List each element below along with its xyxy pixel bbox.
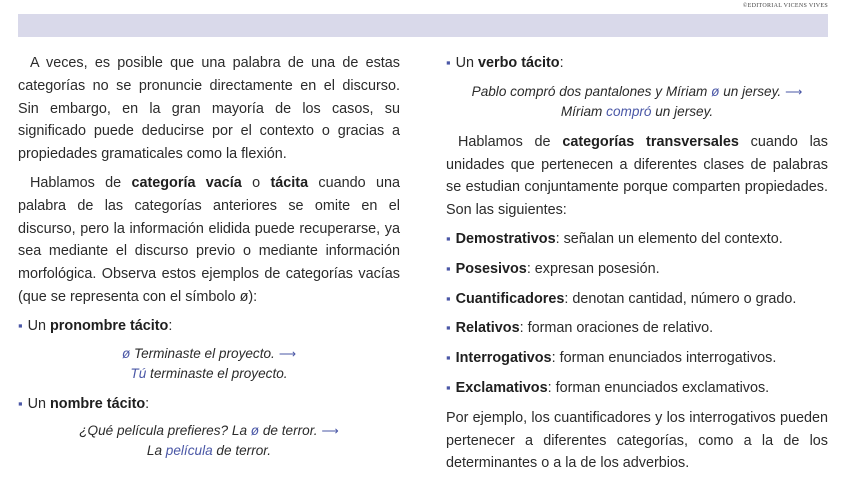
list-item bbox=[446, 288, 828, 311]
list-desc: : forman enunciados interrogativos. bbox=[551, 350, 777, 367]
list-desc: : señalan un elemento del contexto. bbox=[555, 230, 783, 247]
example-line bbox=[446, 82, 828, 102]
paragraph-intro: A veces, es posible que una palabra de una de estas categorías no se pronuncie directamente en el discurso. Sin embargo, en la gran mayoría de los casos, su significado puede deducirse por el contexto o gracias a propiedades gramaticales como la flexión. bbox=[18, 55, 400, 163]
text-span: o bbox=[241, 174, 271, 191]
arrow-right-icon: ⟶ bbox=[321, 424, 339, 439]
bullet-verbo-tacito bbox=[446, 52, 828, 75]
list-term: Posesivos bbox=[455, 260, 527, 277]
term-nombre-tacito: nombre tácito bbox=[50, 395, 146, 412]
list-item bbox=[446, 347, 828, 370]
text-span: : bbox=[168, 317, 173, 334]
bullet-icon: ▪ bbox=[446, 290, 451, 306]
text-span: Hablamos de bbox=[458, 133, 563, 150]
text-span: un jersey. bbox=[719, 83, 782, 99]
list-desc: : denotan cantidad, número o grado. bbox=[564, 290, 797, 307]
empty-symbol: ø bbox=[250, 423, 260, 439]
list-term: Exclamativos bbox=[455, 379, 548, 396]
list-item bbox=[446, 377, 828, 400]
term-categoria-vacia: categoría vacía bbox=[131, 174, 242, 191]
term-pronombre-tacito: pronombre tácito bbox=[50, 317, 169, 334]
bullet-pronombre-tacito bbox=[18, 315, 400, 338]
example-line bbox=[18, 421, 400, 441]
recovered-word: película bbox=[165, 443, 213, 459]
list-desc: : expresan posesión. bbox=[526, 260, 660, 277]
text-span: Un bbox=[27, 395, 51, 412]
example-line bbox=[18, 441, 400, 460]
text-span: Hablamos de bbox=[30, 174, 132, 191]
text-span: Terminaste el proyecto. bbox=[130, 345, 275, 361]
empty-symbol: ø bbox=[711, 83, 720, 99]
text-span: cuando las unidades que pertenecen a diferentes clases de palabras se estudian conjuntamente porque comparten propiedades. Son las siguientes: bbox=[446, 133, 828, 219]
list-term: Cuantificadores bbox=[455, 290, 565, 307]
arrow-right-icon: ⟶ bbox=[785, 84, 803, 99]
recovered-word: Tú bbox=[130, 365, 147, 381]
left-column bbox=[18, 52, 400, 470]
empty-symbol: ø bbox=[121, 345, 131, 361]
example-verbo bbox=[446, 82, 828, 121]
list-item bbox=[446, 317, 828, 340]
list-desc: : forman oraciones de relativo. bbox=[519, 320, 714, 337]
list-term: Demostrativos bbox=[455, 230, 556, 247]
header-band bbox=[18, 14, 828, 37]
example-pronombre bbox=[18, 344, 400, 383]
bullet-icon: ▪ bbox=[18, 317, 23, 333]
list-desc: : forman enunciados exclamativos. bbox=[547, 379, 770, 396]
text-span: cuando una palabra de las categorías anteriores se omite en el discurso, pero la información elidida puede recuperarse, ya sea mediante el discurso previo o mediante información morfológica. Observa estos ejemplos de categorías vacías (que se representa con el símbolo ø): bbox=[18, 174, 400, 305]
text-span: : bbox=[559, 55, 564, 71]
bullet-icon: ▪ bbox=[446, 320, 451, 336]
list-term: Relativos bbox=[455, 320, 520, 337]
text-span: de terror. bbox=[212, 443, 272, 459]
text-span: un jersey. bbox=[651, 103, 714, 119]
paragraph-categoria-vacia bbox=[18, 172, 400, 309]
bullet-icon: ▪ bbox=[446, 350, 451, 366]
text-span: Míriam bbox=[560, 103, 607, 119]
term-tacita: tácita bbox=[270, 174, 309, 191]
recovered-word: compró bbox=[606, 103, 652, 119]
text-span: Un bbox=[455, 55, 479, 71]
example-line bbox=[446, 102, 828, 121]
list-item bbox=[446, 258, 828, 281]
bullet-icon: ▪ bbox=[446, 55, 451, 70]
bullet-icon: ▪ bbox=[446, 260, 451, 276]
term-categorias-transversales: categorías transversales bbox=[562, 133, 739, 150]
right-column bbox=[446, 52, 828, 481]
bullet-nombre-tacito bbox=[18, 393, 400, 416]
term-verbo-tacito: verbo tácito bbox=[478, 55, 560, 71]
text-span: La bbox=[146, 443, 166, 459]
text-span: : bbox=[145, 395, 150, 412]
text-span: terminaste el proyecto. bbox=[146, 365, 288, 381]
bullet-icon: ▪ bbox=[446, 230, 451, 246]
list-item bbox=[446, 228, 828, 251]
example-line bbox=[18, 364, 400, 383]
text-span: Pablo compró dos pantalones y Míriam bbox=[471, 83, 712, 99]
arrow-right-icon: ⟶ bbox=[278, 346, 297, 361]
paragraph-example-summary: Por ejemplo, los cuantificadores y los interrogativos pueden pertenecer a diferentes categorías, como a la de los determinantes o a la de los adverbios. bbox=[446, 409, 828, 472]
example-nombre bbox=[18, 421, 400, 460]
bullet-icon: ▪ bbox=[446, 379, 451, 395]
list-term: Interrogativos bbox=[455, 350, 552, 367]
text-span: ¿Qué película prefieres? La bbox=[79, 423, 251, 439]
paragraph-transversales bbox=[446, 131, 828, 222]
publisher-credit: ©EDITORIAL VICENS VIVES bbox=[742, 3, 828, 9]
text-span: Un bbox=[27, 317, 51, 334]
text-span: de terror. bbox=[259, 423, 318, 439]
bullet-icon: ▪ bbox=[18, 395, 23, 411]
example-line bbox=[18, 344, 400, 364]
